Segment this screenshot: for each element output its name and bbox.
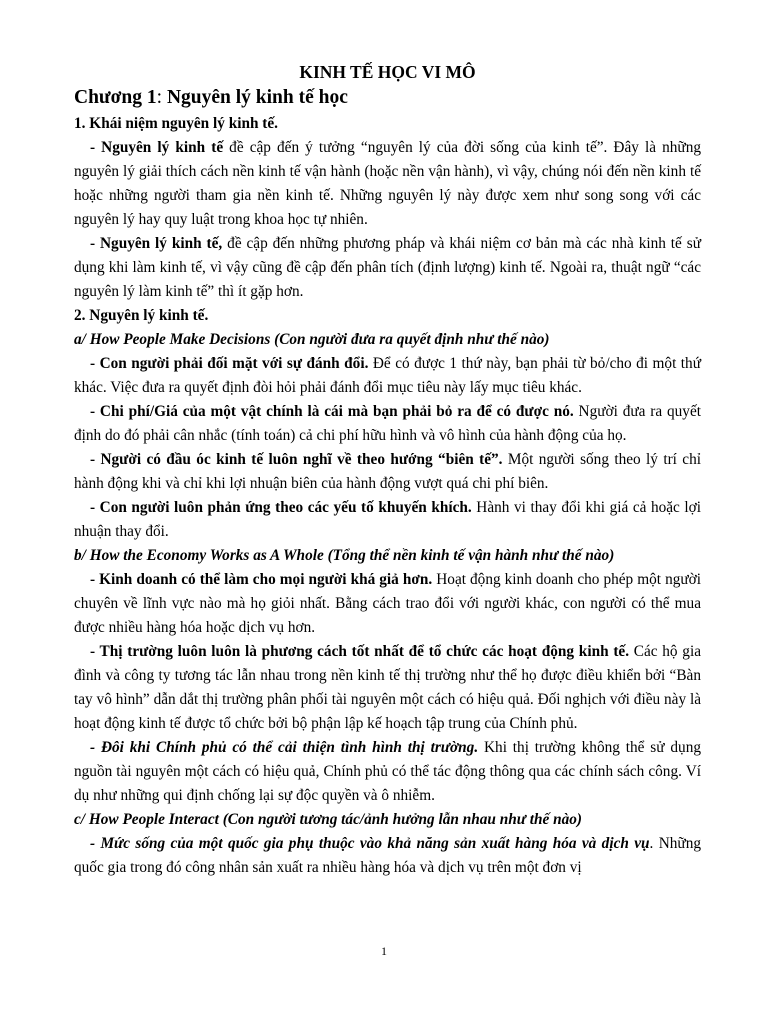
chapter-label: Chương 1 [74, 87, 157, 108]
paragraph [74, 832, 701, 880]
paragraph [74, 352, 701, 400]
paragraph-text: Hoạt động kinh doanh cho phép một người chuyên về lĩnh vực nào mà họ giỏi nhất. Bằng cách trao đổi với người khác, con người có thể mua được nhiều hàng hóa hoặc dịch vụ hơn. [74, 571, 702, 636]
paragraph-lead: - Con người luôn phản ứng theo các yếu tố khuyến khích. [90, 499, 472, 516]
document-page [74, 56, 701, 880]
subsection-a-heading: a/ How People Make Decisions (Con người đưa ra quyết định như thế nào) [74, 331, 550, 348]
paragraph-text: đề cập đến những phương pháp và khái niệm cơ bản mà các nhà kinh tế sử dụng khi làm kinh tế, vì vậy cũng đề cập đến phân tích (định lượng) kinh tế. Ngoài ra, thuật ngữ “các nguyên lý làm kinh tế” thì ít gặp hơn. [74, 235, 701, 300]
paragraph-text: Hành vi thay đổi khi giá cả hoặc lợi nhuận thay đổi. [74, 499, 701, 540]
section-2-heading: 2. Nguyên lý kinh tế. [74, 307, 209, 324]
paragraph-lead: - Thị trường luôn luôn là phương cách tốt nhất để tổ chức các hoạt động kinh tế. [90, 643, 630, 660]
paragraph-text: Các hộ gia đình và công ty tương tác lẫn nhau trong nền kinh tế thị trường như thể họ được điều khiển bởi “Bàn tay vô hình” dẫn dắt thị trường phân phối tài nguyên một cách có hiệu quả. Đối nghịch với điều này là hoạt động kinh tế được tổ chức bởi bộ phận lập kế hoạch tập trung của Chính phủ. [74, 643, 701, 732]
document-title: KINH TẾ HỌC VI MÔ [299, 62, 476, 82]
paragraph-text: Khi thị trường không thể sử dụng nguồn tài nguyên một cách có hiệu quả, Chính phủ có thể tác động thông qua các chính sách công. Ví dụ như những qui định chống lại sự độc quyền và ô nhiễm. [74, 739, 701, 804]
paragraph [74, 232, 701, 304]
paragraph [74, 568, 701, 640]
chapter-colon: : [156, 87, 163, 108]
paragraph-text: Một người sống theo lý trí chỉ hành động khi và chỉ khi lợi nhuận biên của hành động vượt quá chi phí biên. [74, 451, 701, 492]
paragraph-lead: - Nguyên lý kinh tế [90, 139, 224, 156]
paragraph-text: Để có được 1 thứ này, bạn phải từ bỏ/cho đi một thứ khác. Việc đưa ra quyết định đòi hỏi phải đánh đổi mục tiêu này lấy mục tiêu khác. [74, 355, 701, 396]
paragraph [74, 640, 701, 736]
paragraph-lead: - Chi phí/Giá của một vật chính là cái mà bạn phải bỏ ra để có được nó. [90, 403, 574, 420]
paragraph-lead: - Đôi khi Chính phủ có thể cải thiện tình hình thị trường. [90, 739, 479, 756]
paragraph-text: đề cập đến ý tưởng “nguyên lý của đời sống của kinh tế”. Đây là những nguyên lý giải thích cách nền kinh tế vận hành (hoặc nền vận hành), vì vậy, chúng nói đến nền kinh tế hoặc những người tham gia nền kinh tế. Những nguyên lý này được xem như song song với các nguyên lý hay quy luật trong khoa học tự nhiên. [74, 139, 701, 228]
paragraph-lead: - Con người phải đối mặt với sự đánh đổi. [90, 355, 369, 372]
page-number: 1 [381, 944, 387, 958]
paragraph [74, 136, 701, 232]
subsection-c-heading: c/ How People Interact (Con người tương tác/ảnh hưởng lẫn nhau như thế nào) [74, 811, 582, 828]
paragraph-lead: - Người có đầu óc kinh tế luôn nghĩ về theo hướng “biên tế”. [90, 451, 503, 468]
paragraph [74, 496, 701, 544]
paragraph-text: . Những quốc gia trong đó công nhân sản xuất ra nhiều hàng hóa và dịch vụ trên một đơn vị [74, 835, 701, 876]
paragraph-lead: - Mức sống của một quốc gia phụ thuộc vào khả năng sản xuất hàng hóa và dịch vụ [90, 835, 650, 852]
paragraph [74, 448, 701, 496]
paragraph-lead: - Kinh doanh có thể làm cho mọi người khá giả hơn. [90, 571, 433, 588]
section-1-heading: 1. Khái niệm nguyên lý kinh tế. [74, 115, 278, 132]
chapter-title: Nguyên lý kinh tế học [162, 87, 348, 108]
paragraph-lead: - Nguyên lý kinh tế, [90, 235, 223, 252]
paragraph-text: Người đưa ra quyết định do đó phải cân nhắc (tính toán) cả chi phí hữu hình và vô hình của hành động của họ. [74, 403, 701, 444]
paragraph [74, 736, 701, 808]
paragraph [74, 400, 701, 448]
subsection-b-heading: b/ How the Economy Works as A Whole (Tổng thể nền kinh tế vận hành như thế nào) [74, 547, 615, 564]
chapter-heading [74, 84, 701, 112]
